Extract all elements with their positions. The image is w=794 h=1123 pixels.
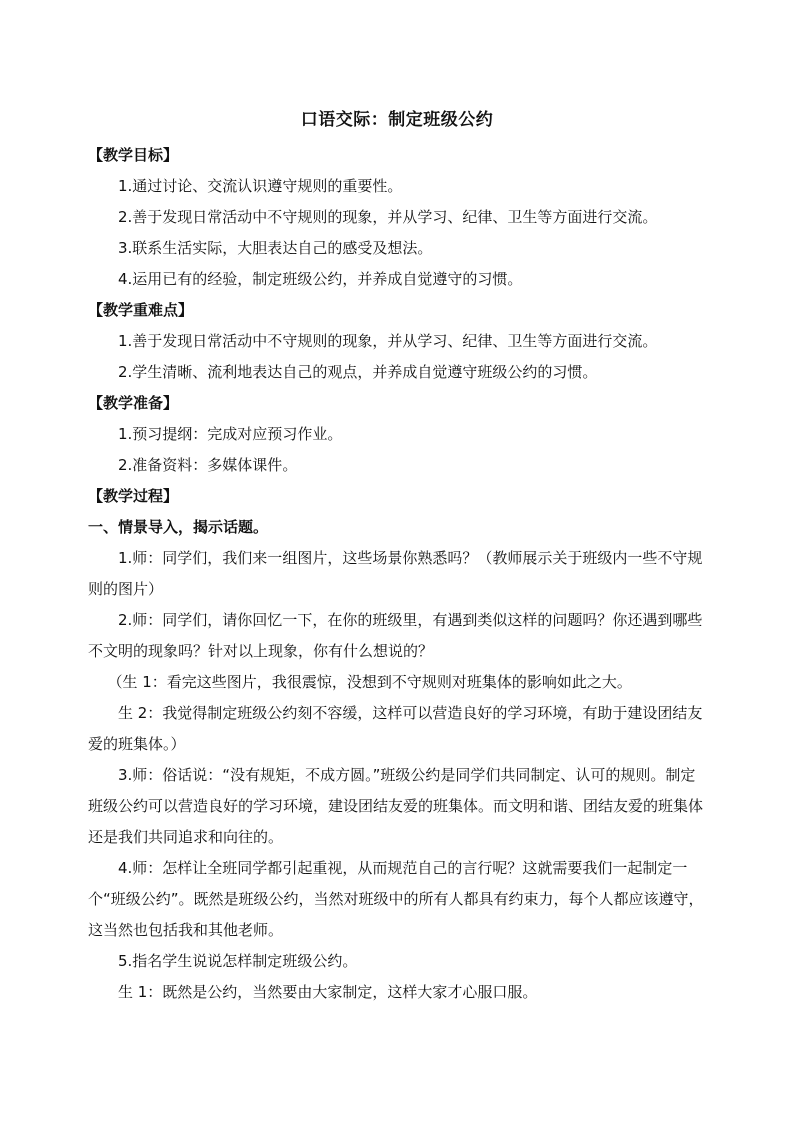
process-subheading: 一、情景导入，揭示话题。 — [88, 518, 269, 536]
student-response: 生 2：我觉得制定班级公约刻不容缓，这样可以营造良好的学习环境，有助于建设团结友爱的班集体。） — [88, 704, 703, 753]
goal-item: 2.善于发现日常活动中不守规则的现象，并从学习、纪律、卫生等方面进行交流。 — [118, 208, 658, 226]
document-body — [88, 140, 708, 1008]
key-point-item: 2.学生清晰、流利地表达自己的观点，并养成自觉遵守班级公约的习惯。 — [118, 363, 598, 381]
document-title: 口语交际：制定班级公约 — [300, 110, 494, 130]
process-item: 3.师：俗话说：“没有规矩，不成方圆。”班级公约是同学们共同制定、认可的规则。制定班级公约可以营造良好的学习环境，建设团结友爱的班集体。而文明和谐、团结友爱的班集体还是我们共同追求和向往的。 — [88, 766, 704, 846]
goal-item: 4.运用已有的经验，制定班级公约，并养成自觉遵守的习惯。 — [118, 270, 523, 288]
goal-item: 1.通过讨论、交流认识遵守规则的重要性。 — [118, 177, 403, 195]
student-response: 生 1：既然是公约，当然要由大家制定，这样大家才心服口服。 — [118, 983, 538, 1001]
process-item: 5.指名学生说说怎样制定班级公约。 — [118, 952, 358, 970]
section-heading-key-points: 【教学重难点】 — [88, 301, 194, 319]
key-point-item: 1.善于发现日常活动中不守规则的现象，并从学习、纪律、卫生等方面进行交流。 — [118, 332, 658, 350]
preparation-item: 2.准备资料：多媒体课件。 — [118, 456, 298, 474]
preparation-item: 1.预习提纲：完成对应预习作业。 — [118, 425, 343, 443]
process-item: 4.师：怎样让全班同学都引起重视，从而规范自己的言行呢？这就需要我们一起制定一个“班级公约”。既然是班级公约，当然对班级中的所有人都具有约束力，每个人都应该遵守，这当然也包括我和其他老师。 — [88, 859, 704, 939]
process-item: 1.师：同学们，我们来一组图片，这些场景你熟悉吗？（教师展示关于班级内一些不守规则的图片） — [88, 549, 703, 598]
section-heading-goals: 【教学目标】 — [88, 146, 179, 164]
student-response: （生 1：看完这些图片，我很震惊，没想到不守规则对班集体的影响如此之大。 — [107, 673, 632, 691]
section-heading-preparation: 【教学准备】 — [88, 394, 179, 412]
process-item: 2.师：同学们，请你回忆一下，在你的班级里，有遇到类似这样的问题吗？你还遇到哪些不文明的现象吗？针对以上现象，你有什么想说的？ — [88, 611, 703, 660]
goal-item: 3.联系生活实际，大胆表达自己的感受及想法。 — [118, 239, 433, 257]
section-heading-process: 【教学过程】 — [88, 487, 179, 505]
